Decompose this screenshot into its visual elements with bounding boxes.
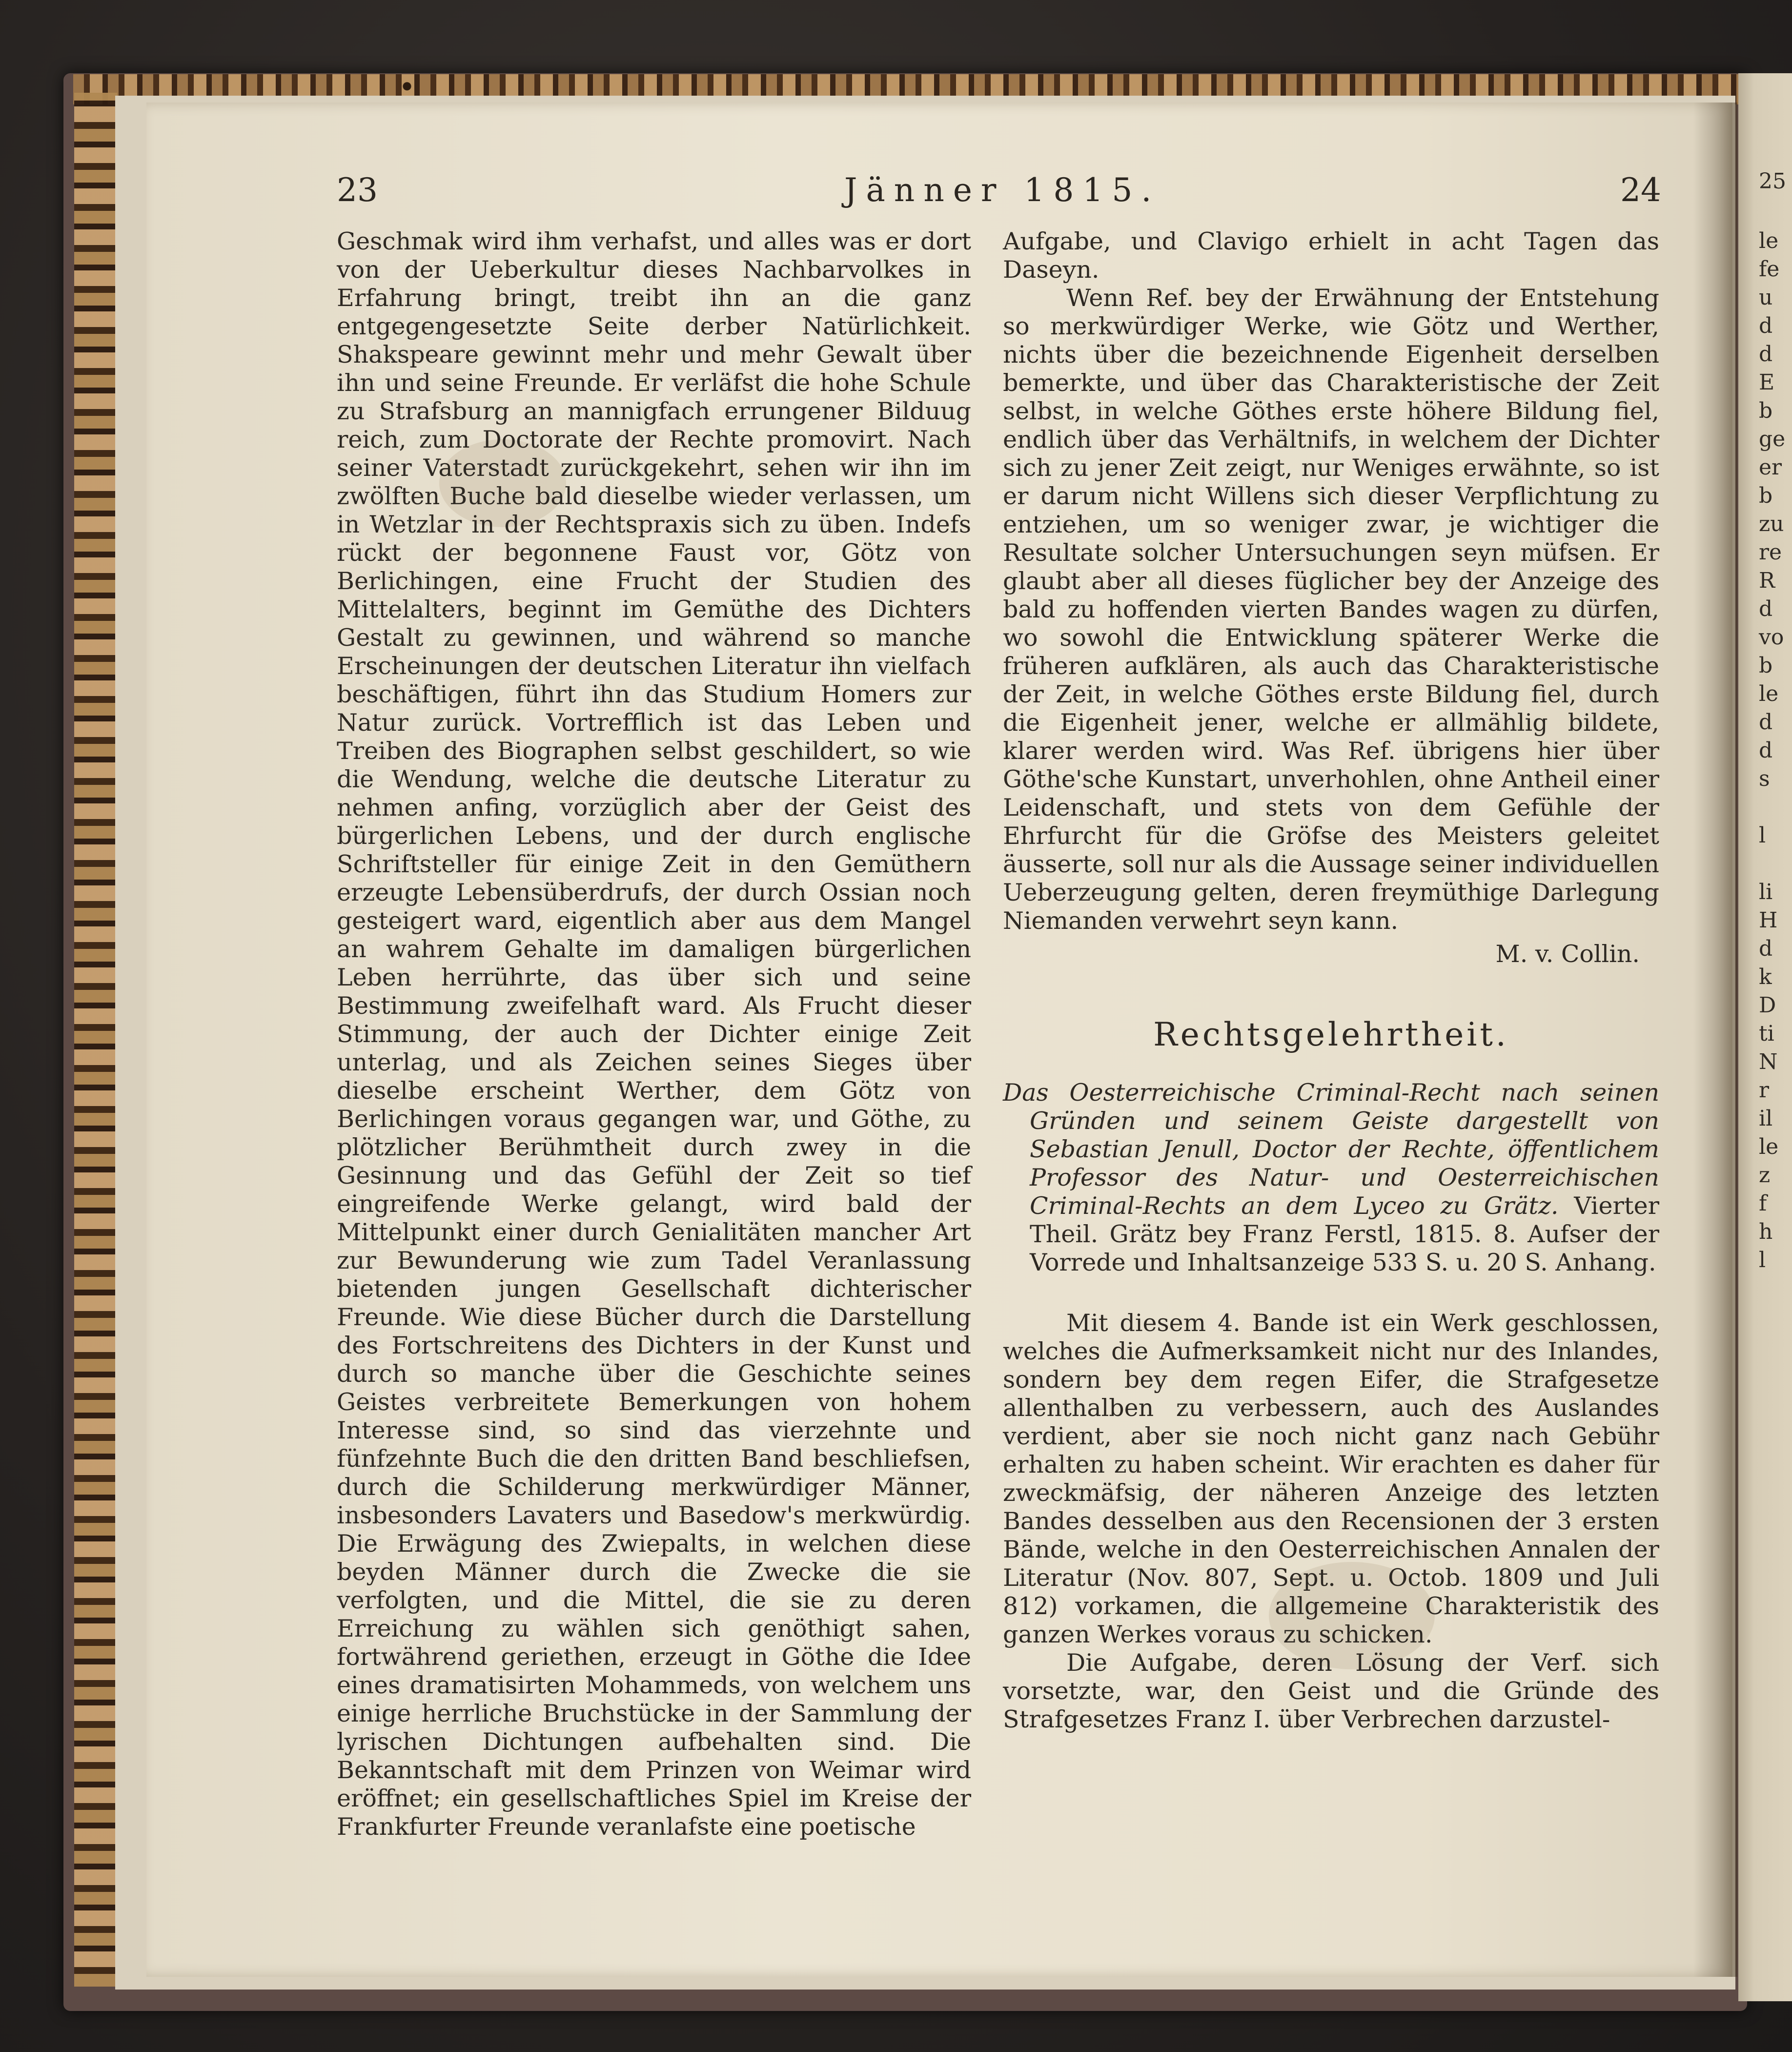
next-page-fragment: d	[1759, 596, 1773, 621]
next-page-fragment: l	[1759, 1248, 1766, 1272]
next-page-fragment: h	[1759, 1219, 1773, 1244]
review-paragraph: Die Aufgabe, deren Lösung der Verf. sich vorsetzte, war, den Geist und die Gründe des Strafgesetzes Franz I. über Verbrechen darzustel-	[1003, 1649, 1659, 1733]
author-signature: M. v. Collin.	[1495, 940, 1640, 968]
next-page-fragment: il	[1759, 1106, 1773, 1131]
gutter-shadow	[1693, 103, 1737, 1977]
next-page-fragment: fe	[1759, 257, 1780, 282]
right-text-column	[1003, 227, 1659, 1734]
marbled-page-edge-left	[74, 93, 117, 1987]
next-page-fragment: u	[1759, 285, 1773, 310]
next-page-fragment: le	[1759, 1134, 1779, 1159]
review-book-title	[1003, 1079, 1659, 1277]
next-page-fragment: zu	[1759, 512, 1784, 536]
next-page-fragment: z	[1759, 1163, 1771, 1188]
section-heading: Rechtsgelehrtheit.	[1153, 1016, 1509, 1053]
next-page-fragment: s	[1759, 766, 1770, 791]
page-number-left: 23	[337, 171, 378, 209]
next-page-fragment: ti	[1759, 1021, 1774, 1046]
next-page-fragment: d	[1759, 738, 1773, 763]
next-page-fragment: 25	[1759, 169, 1786, 194]
next-page-fragment: d	[1759, 710, 1773, 735]
next-page-fragment: ge	[1759, 427, 1786, 451]
review-title-details: Vierter Theil. Grätz bey Franz Ferstl, 1815. 8. Aufser der Vorrede und Inhaltsanzeige 533 S. u. 20 S. Anhang.	[1030, 1192, 1659, 1276]
running-head-title: Jänner 1815.	[844, 171, 1161, 209]
right-column-paragraph: Wenn Ref. bey der Erwähnung der Entstehung so merkwürdiger Werke, wie Götz und Werther, nichts über die bezeichnende Eigenheit derselben bemerkte, und über das Charakteristische der Zeit selbst, in welche Göthes erste höhere Bildung fiel, endlich über das Verhältnifs, in welchem der Dichter sich zu jener Zeit zeigt, nur Weniges erwähnte, so ist er darum nicht Willens sich dieser Verpflichtung zu entziehen, um so weniger zwar, je wichtiger die Resultate solcher Untersuchungen seyn müfsen. Er glaubt aber all dieses füglicher bey der Anzeige des bald zu hoffenden vierten Bandes wagen zu dürfen, wo sowohl die Entwicklung späterer Werke die früheren aufklären, als auch das Charakteristische der Zeit, in welche Göthes erste Bildung fiel, durch die Eigenheit jener, welche er allmählig bildete, klarer werden wird. Was Ref. übrigens hier über Göthe'sche Kunstart, unverhohlen, ohne Antheil einer Leidenschaft, und stets von dem Gefühle der Ehrfurcht für die Gröfse des Meisters geleitet äusserte, soll nur als die Aussage seiner individuellen Ueberzeugung gelten, deren freymüthige Darlegung Niemanden verwehrt seyn kann.	[1003, 284, 1659, 935]
next-page-fragment: E	[1759, 370, 1775, 395]
left-text-column	[337, 227, 971, 1841]
next-page-fragment: le	[1759, 681, 1779, 706]
next-page-fragment: li	[1759, 880, 1773, 904]
right-column-continuation: Aufgabe, und Clavigo erhielt in acht Tagen das Daseyn.	[1003, 227, 1659, 284]
next-page-fragment: b	[1759, 653, 1773, 678]
next-page-fragment: le	[1759, 228, 1779, 253]
next-page-fragment: D	[1759, 993, 1776, 1018]
next-page-fragment: N	[1759, 1049, 1778, 1074]
next-page-fragment: H	[1759, 908, 1778, 933]
next-page-fragment: d	[1759, 313, 1773, 338]
next-page-fragment: b	[1759, 398, 1773, 423]
next-page-fragment: r	[1759, 1078, 1770, 1103]
next-page-fragment: er	[1759, 455, 1782, 480]
next-page-fragment: re	[1759, 540, 1782, 565]
next-page-fragment: b	[1759, 483, 1773, 508]
next-page-fragment: l	[1759, 823, 1766, 848]
review-paragraph: Mit diesem 4. Bande ist ein Werk geschlossen, welches die Aufmerksamkeit nicht nur des Inlandes, sondern bey dem regen Eifer, die Strafgesetze allenthalben zu verbessern, auch des Auslandes verdient, aber sie noch nicht ganz nach Gebühr erhalten zu haben scheint. Wir erachten es daher für zweckmäfsig, der näheren Anzeige des letzten Bandes desselben aus den Recensionen der 3 ersten Bände, welche in den Oesterreichischen Annalen der Literatur (Nov. 807, Sept. u. Octob. 1809 und Juli 812) vorkamen, die allgemeine Charakteristik des ganzen Werkes voraus zu schicken.	[1003, 1309, 1659, 1648]
next-page-fragment: d	[1759, 936, 1773, 961]
next-page-edge	[1738, 73, 1792, 2001]
next-page-fragment: f	[1759, 1191, 1767, 1216]
next-page-fragment: vo	[1759, 625, 1784, 650]
next-page-fragment: d	[1759, 342, 1773, 367]
left-column-paragraph: Geschmak wird ihm verhafst, und alles was er dort von der Ueberkultur dieses Nachbarvolkes in Erfahrung bringt, treibt ihn an die ganz entgegengesetzte Seite derber Natürlichkeit. Shakspeare gewinnt mehr und mehr Gewalt über ihn und seine Freunde. Er verläfst die hohe Schule zu Strafsburg an mannigfach errungener Bilduug reich, zum Doctorate der Rechte promovirt. Nach seiner Vaterstadt zurückgekehrt, sehen wir ihn im zwölften Buche bald dieselbe wieder verlassen, um in Wetzlar in der Rechtspraxis sich zu üben. Indefs rückt der begonnene Faust vor, Götz von Berlichingen, eine Frucht der Studien des Mittelalters, beginnt im Gemüthe des Dichters Gestalt zu gewinnen, und während so manche Erscheinungen der deutschen Literatur ihn vielfach beschäftigen, führt ihn das Studium Homers zur Natur zurück. Vortrefflich ist das Leben und Treiben des Biographen selbst geschildert, so wie die Wendung, welche die deutsche Literatur zu nehmen anfing, vorzüglich aber der Geist des bürgerlichen Lebens, und der durch englische Schriftsteller für einige Zeit in den Gemüthern erzeugte Lebensüberdrufs, der durch Ossian noch gesteigert ward, eigentlich aber aus dem Mangel an wahrem Gehalte im damaligen bürgerlichen Leben herrührte, das über sich und seine Bestimmung zweifelhaft ward. Als Frucht dieser Stimmung, der auch der Dichter einige Zeit unterlag, und als Zeichen seines Sieges über dieselbe erscheint Werther, dem Götz von Berlichingen voraus gegangen war, und Göthe, zu plötzlicher Berühmtheit durch zwey in die Gesinnung und das Gefühl der Zeit so tief eingreifende Werke gelangt, wird bald der Mittelpunkt einer durch Genialitäten mancher Art zur Bewunderung wie zum Tadel Veranlassung bietenden jungen Gesellschaft dichterischer Freunde. Wie diese Bücher durch die Darstellung des Fortschreitens des Dichters in der Kunst und durch so manche über die Geschichte seines Geistes verbreitete Bemerkungen von hohem Interesse sind, so sind das vierzehnte und fünfzehnte Buch die den dritten Band beschliefsen, durch die Schilderung merkwürdiger Männer, insbesonders Lavaters und Basedow's merkwürdig. Die Erwägung des Zwiepalts, in welchen diese beyden Männer durch die Zwecke die sie verfolgten, und die Mittel, die sie zu deren Erreichung zu wählen sich genöthigt sahen, fortwährend geriethen, erzeugt in Göthe die Idee eines dramatisirten Mohammeds, von welchem uns einige herrliche Bruchstücke in der Sammlung der lyrischen Dichtungen aufbehalten sind. Die Bekanntschaft mit dem Prinzen von Weimar wird eröffnet; ein gesellschaftliches Spiel im Kreise der Frankfurter Freunde veranlafste eine poetische	[337, 227, 971, 1841]
next-page-fragment: k	[1759, 964, 1772, 989]
next-page-fragment: R	[1759, 568, 1775, 593]
review-title-italic: Das Oesterreichische Criminal-Recht nach seinen Gründen und seinem Geiste dargestellt von Sebastian Jenull, Doctor der Rechte, öffentlichem Professor des Natur- und Oesterreichischen Criminal-Rechts an dem Lyceo zu Grätz.	[1003, 1079, 1659, 1220]
page-number-right: 24	[1620, 171, 1661, 209]
